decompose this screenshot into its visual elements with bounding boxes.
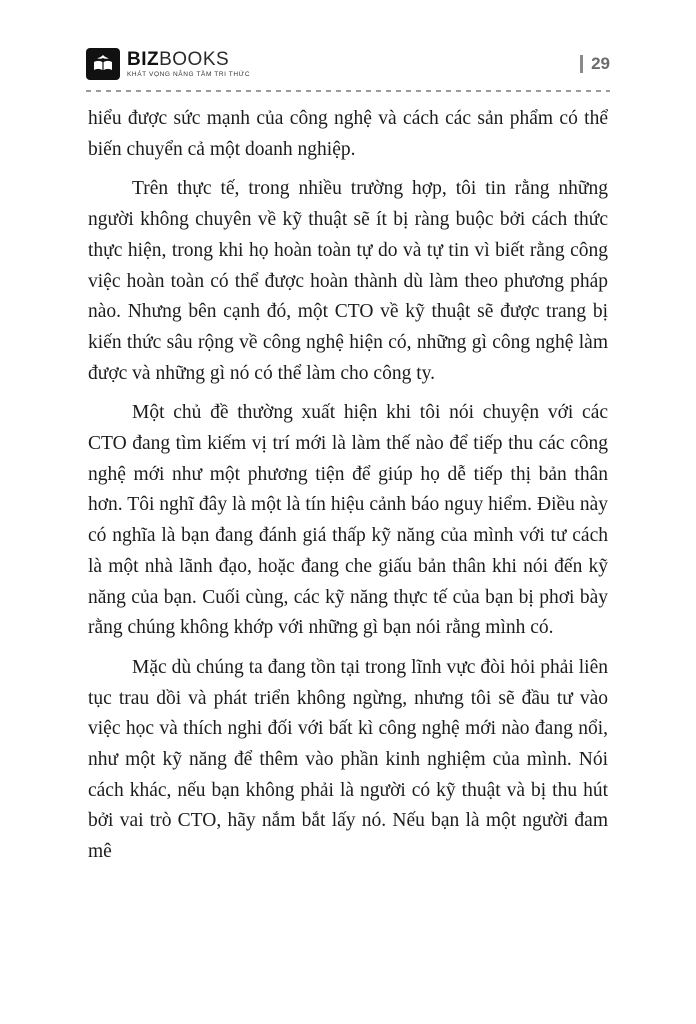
page-number-block <box>580 54 610 74</box>
body-text <box>88 104 608 877</box>
brand-text <box>127 50 250 79</box>
brand-tagline: KHÁT VỌNG NÂNG TẦM TRI THỨC <box>127 70 251 78</box>
brand-name-biz: BIZ <box>127 48 160 70</box>
dashed-separator <box>86 90 610 92</box>
paragraph: Trên thực tế, trong nhiều trường hợp, tôi tin rằng những người không chuyên về kỹ thuật sẽ ít bị ràng buộc bởi cách thức thực hiện, trong khi họ hoàn toàn tự do và tự tin vì biết rằng công việc hoàn toàn có thể được hoàn thành dù làm theo phương pháp nào. Nhưng bên cạnh đó, một CTO về kỹ thuật sẽ được trang bị kiến thức sâu rộng về công nghệ hiện có, những gì công nghệ làm được và những gì nó có thể làm cho công ty. <box>88 178 608 384</box>
bizbooks-brand <box>86 48 250 80</box>
page-header <box>86 44 610 84</box>
paragraph: Mặc dù chúng ta đang tồn tại trong lĩnh vực đòi hỏi phải liên tục trau dồi và phát triển không ngừng, nhưng tôi sẽ đầu tư vào việc học và thích nghi đối với bất kì công nghệ mới nào đang nổi, như một kỹ năng để thêm vào phần kinh nghiệm của mình. Nói cách khác, nếu bạn không phải là người có kỹ thuật và bị thu hút bởi vai trò CTO, hãy nắm bắt lấy nó. Nếu bạn là một người đam mê <box>88 656 608 863</box>
paragraph-continuation: hiểu được sức mạnh của công nghệ và cách các sản phẩm có thể biến chuyển cả một doanh nghiệp. <box>88 108 608 160</box>
page-number: 29 <box>591 54 610 73</box>
page-number-divider <box>580 55 583 73</box>
bizbooks-logo-icon <box>86 48 120 80</box>
brand-name-books: BOOKS <box>159 48 230 70</box>
paragraph: Một chủ đề thường xuất hiện khi tôi nói chuyện với các CTO đang tìm kiếm vị trí mới là làm thế nào để tiếp thu các công nghệ mới như một phương tiện để giúp họ dễ tiếp thị bản thân hơn. Tôi nghĩ đây là một là tín hiệu cảnh báo nguy hiểm. Điều này có nghĩa là bạn đang đánh giá thấp kỹ năng của mình với tư cách là một nhà lãnh đạo, hoặc đang che giấu bản thân khi nói đến kỹ năng của bạn. Cuối cùng, các kỹ năng thực tế của bạn bị phơi bày rằng chúng không khớp với những gì bạn nói rằng mình có. <box>88 402 608 639</box>
brand-name <box>127 50 250 69</box>
